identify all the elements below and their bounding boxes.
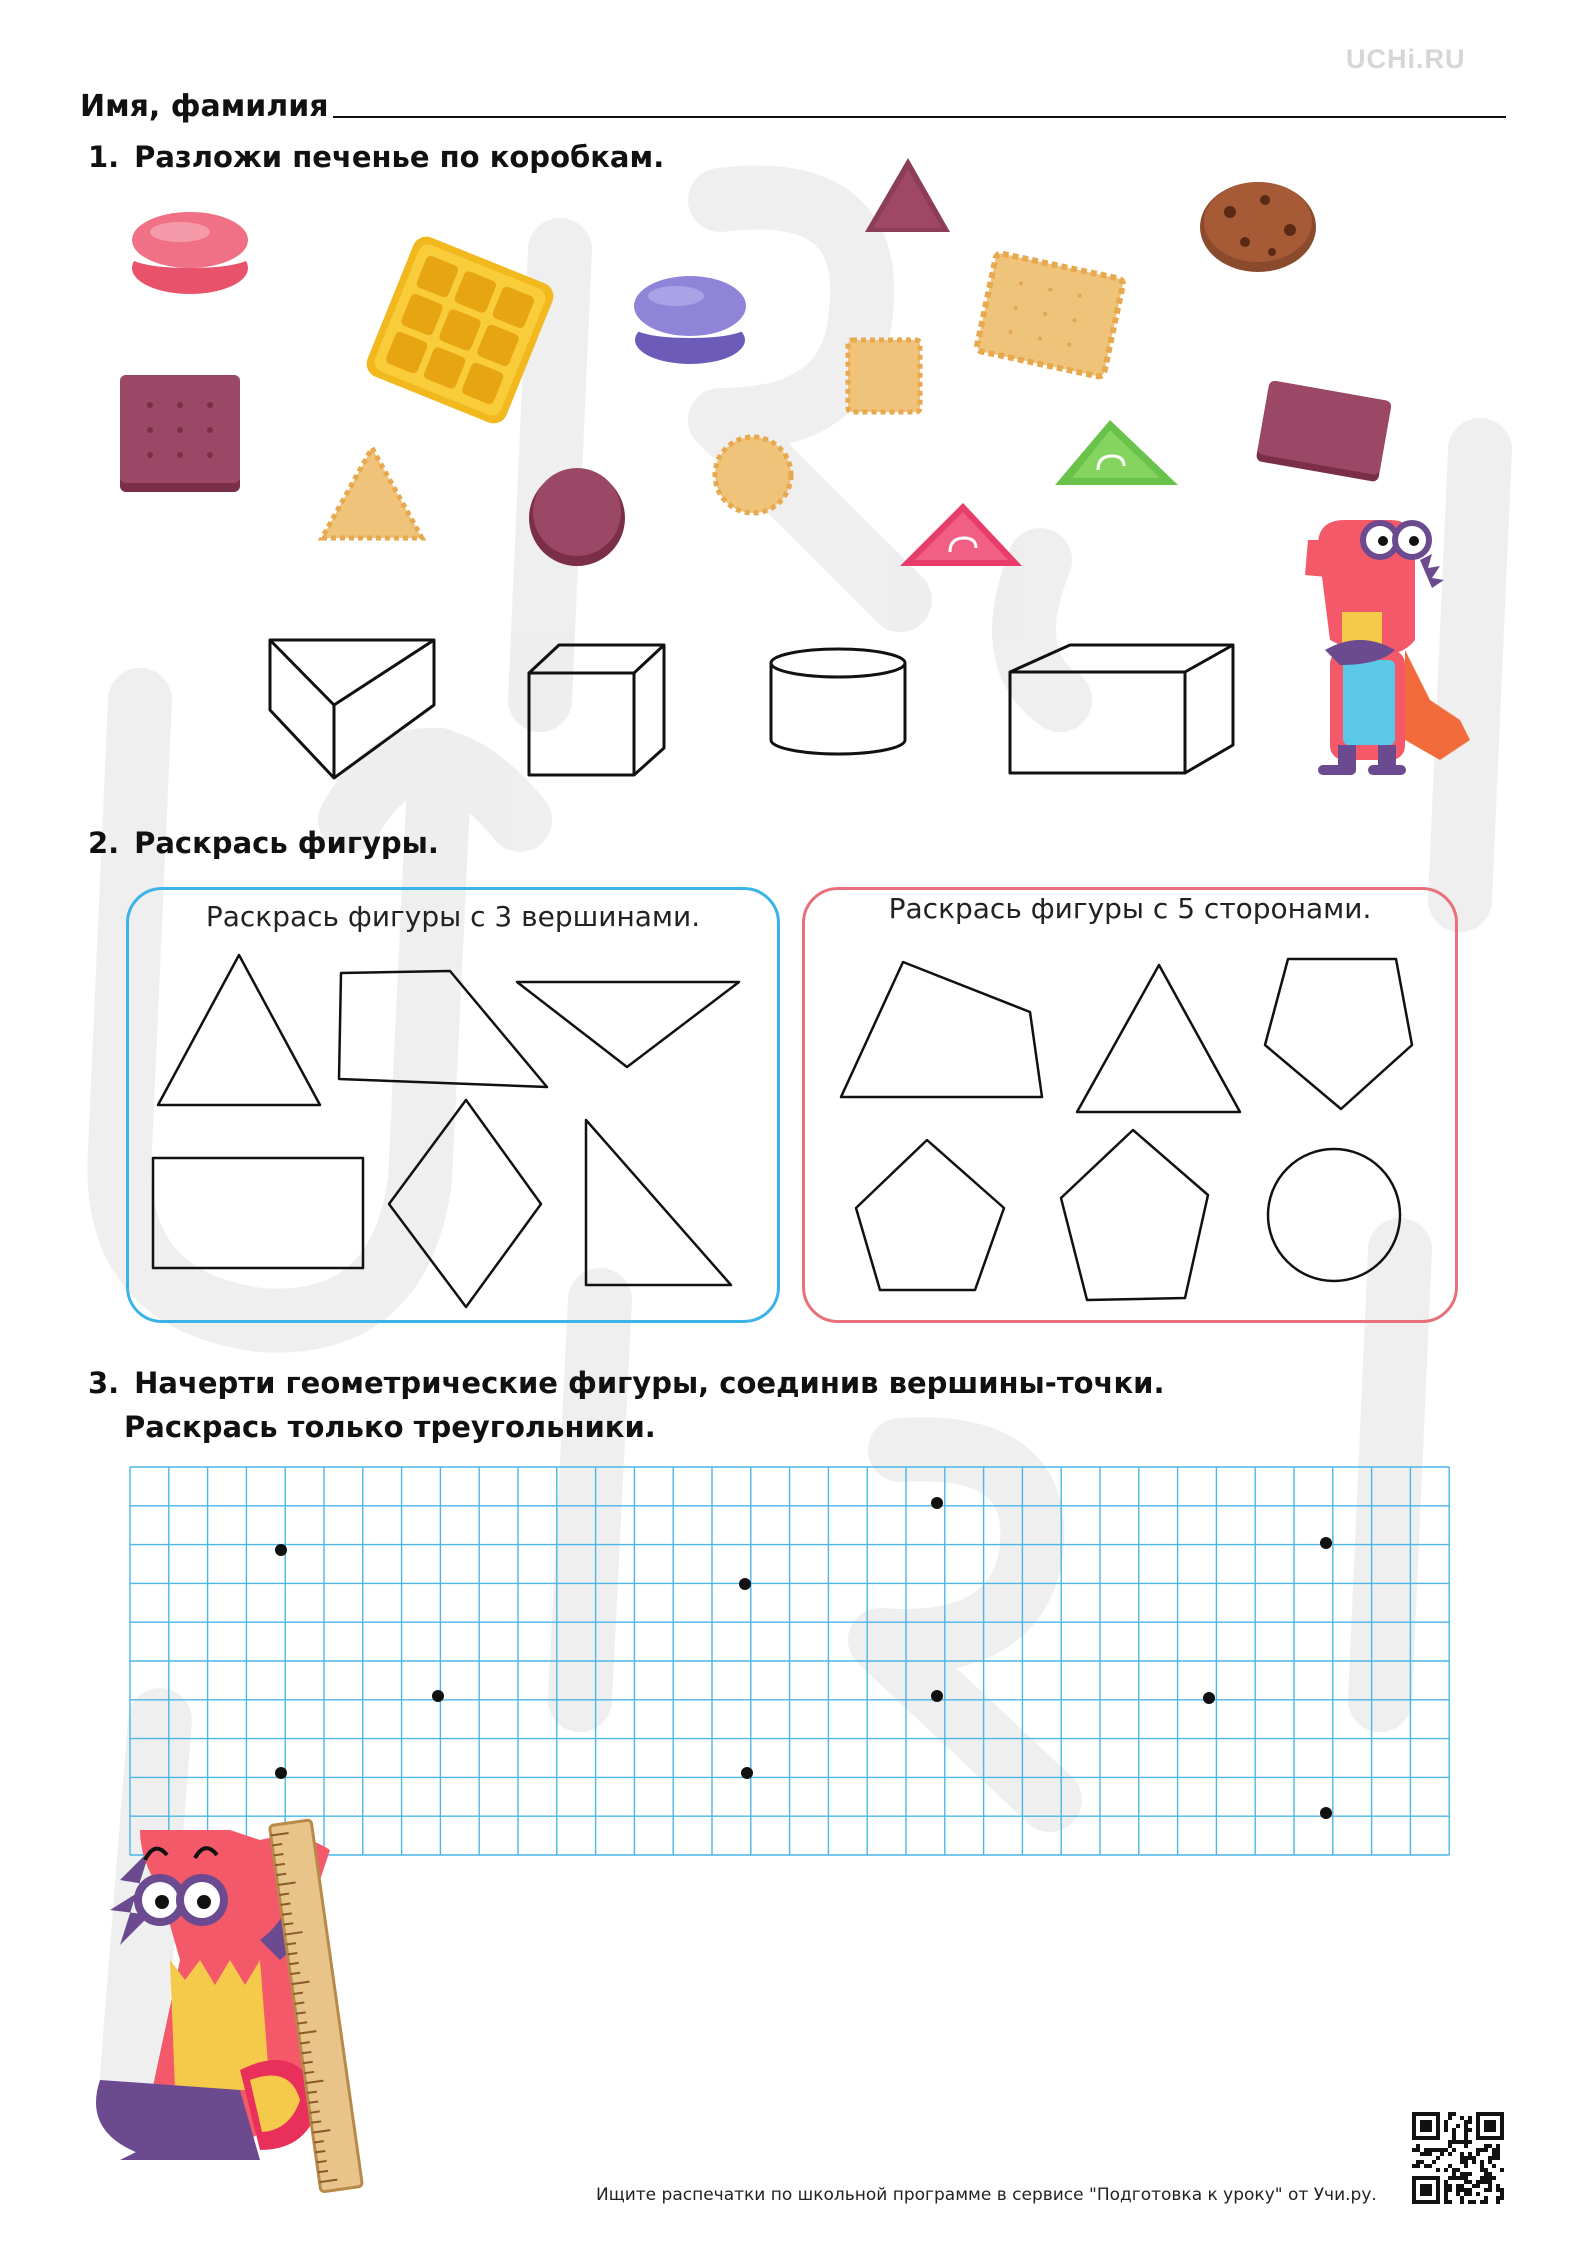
qr-cell: [1496, 2196, 1500, 2200]
qr-cell: [1484, 2196, 1488, 2200]
task-2-text: Раскрась фигуры.: [134, 826, 439, 860]
qr-cell: [1416, 2144, 1420, 2148]
qr-cell: [1476, 2180, 1480, 2184]
qr-cell: [1460, 2152, 1464, 2156]
grid-point: [1320, 1807, 1332, 1819]
qr-cell: [1464, 2136, 1468, 2140]
task-3-text: Начерти геометрические фигуры, соединив вершины-точки.: [134, 1366, 1165, 1400]
qr-cell: [1472, 2156, 1476, 2160]
grid-point: [1203, 1692, 1215, 1704]
qr-cell: [1500, 2192, 1504, 2196]
qr-cell: [1468, 2120, 1472, 2124]
qr-cell: [1448, 2200, 1452, 2204]
qr-cell: [1484, 2148, 1488, 2152]
qr-cell: [1436, 2156, 1440, 2160]
qr-cell: [1468, 2140, 1472, 2144]
qr-finder: [1420, 2120, 1432, 2132]
qr-cell: [1460, 2176, 1464, 2180]
qr-cell: [1484, 2200, 1488, 2204]
qr-cell: [1448, 2184, 1452, 2188]
qr-cell: [1476, 2148, 1480, 2152]
qr-cell: [1468, 2188, 1472, 2192]
ruler-tick: [293, 1993, 303, 1994]
qr-cell: [1484, 2176, 1488, 2180]
task-3-number: 3.: [88, 1366, 120, 1400]
qr-cell: [1452, 2112, 1456, 2116]
qr-cell: [1484, 2144, 1488, 2148]
qr-cell: [1500, 2168, 1504, 2172]
ruler-tick: [289, 1963, 299, 1964]
qr-cell: [1484, 2188, 1488, 2192]
five-sides-box-title: Раскрась фигуры с 5 сторонами.: [888, 892, 1372, 925]
qr-cell: [1472, 2160, 1476, 2164]
qr-cell: [1448, 2176, 1452, 2180]
qr-cell: [1480, 2160, 1484, 2164]
qr-cell: [1468, 2200, 1472, 2204]
qr-cell: [1420, 2160, 1424, 2164]
qr-cell: [1460, 2140, 1464, 2144]
qr-cell: [1460, 2172, 1464, 2176]
qr-cell: [1496, 2188, 1500, 2192]
grid-point: [739, 1578, 751, 1590]
ruler-tick: [300, 2042, 310, 2043]
ruler-tick: [310, 2111, 320, 2112]
qr-cell: [1488, 2160, 1492, 2164]
qr-cell: [1492, 2156, 1496, 2160]
qr-cell: [1468, 2152, 1472, 2156]
qr-cell: [1460, 2116, 1464, 2120]
ruler-tick: [288, 1953, 298, 1954]
qr-cell: [1444, 2180, 1448, 2184]
ruler-tick: [307, 2092, 317, 2093]
qr-cell: [1452, 2140, 1456, 2144]
qr-cell: [1456, 2192, 1460, 2196]
ruler-tick: [275, 1864, 285, 1865]
qr-cell: [1464, 2120, 1468, 2124]
qr-cell: [1488, 2188, 1492, 2192]
three-vertices-box-title: Раскрась фигуры с 3 вершинами.: [205, 900, 701, 933]
qr-cell: [1472, 2184, 1476, 2188]
qr-cell: [1500, 2188, 1504, 2192]
qr-cell: [1444, 2192, 1448, 2196]
qr-cell: [1444, 2124, 1448, 2128]
ruler-tick: [317, 2161, 327, 2162]
grid-point: [1320, 1537, 1332, 1549]
qr-cell: [1448, 2188, 1452, 2192]
ruler-tick: [296, 2012, 306, 2013]
qr-cell: [1412, 2164, 1416, 2168]
qr-cell: [1448, 2116, 1452, 2120]
qr-cell: [1464, 2180, 1468, 2184]
qr-cell: [1416, 2160, 1420, 2164]
qr-cell: [1452, 2128, 1456, 2132]
qr-cell: [1424, 2148, 1428, 2152]
ruler-tick: [279, 1894, 289, 1895]
qr-cell: [1452, 2176, 1456, 2180]
qr-cell: [1448, 2140, 1452, 2144]
qr-cell: [1492, 2148, 1496, 2152]
qr-cell: [1452, 2172, 1456, 2176]
qr-cell: [1480, 2180, 1484, 2184]
qr-cell: [1452, 2132, 1456, 2136]
qr-cell: [1432, 2160, 1436, 2164]
qr-cell: [1416, 2164, 1420, 2168]
qr-cell: [1428, 2164, 1432, 2168]
qr-cell: [1464, 2176, 1468, 2180]
grid-point: [275, 1544, 287, 1556]
qr-cell: [1444, 2200, 1448, 2204]
qr-cell: [1448, 2144, 1452, 2148]
ruler-tick: [303, 2062, 313, 2063]
qr-cell: [1464, 2188, 1468, 2192]
ruler-tick: [318, 2171, 328, 2172]
qr-cell: [1500, 2196, 1504, 2200]
qr-cell: [1464, 2124, 1468, 2128]
qr-cell: [1480, 2200, 1484, 2204]
qr-cell: [1464, 2156, 1468, 2160]
qr-cell: [1424, 2152, 1428, 2156]
ruler-tick: [308, 2102, 318, 2103]
qr-cell: [1464, 2132, 1468, 2136]
qr-cell: [1452, 2168, 1456, 2172]
qr-cell: [1468, 2128, 1472, 2132]
task-3-subheading: Раскрась только треугольники.: [124, 1410, 656, 1444]
qr-cell: [1488, 2156, 1492, 2160]
ruler-tick: [304, 2072, 314, 2073]
qr-cell: [1444, 2120, 1448, 2124]
qr-cell: [1484, 2172, 1488, 2176]
qr-cell: [1452, 2136, 1456, 2140]
qr-cell: [1464, 2172, 1468, 2176]
ruler-tick: [283, 1923, 293, 1924]
qr-cell: [1432, 2148, 1436, 2152]
qr-cell: [1444, 2148, 1448, 2152]
qr-cell: [1496, 2144, 1500, 2148]
ruler-tick: [286, 1943, 296, 1944]
qr-finder: [1420, 2184, 1432, 2196]
qr-cell: [1496, 2200, 1500, 2204]
qr-cell: [1464, 2140, 1468, 2144]
qr-cell: [1456, 2188, 1460, 2192]
qr-cell: [1464, 2144, 1468, 2148]
grid-lines: [130, 1467, 1449, 1855]
qr-cell: [1460, 2156, 1464, 2160]
ruler-tick: [311, 2121, 321, 2122]
qr-cell: [1480, 2164, 1484, 2168]
qr-cell: [1428, 2148, 1432, 2152]
footer-text: Ищите распечатки по школьной программе в сервисе "Подготовка к уроку" от Учи.ру.: [596, 2185, 1377, 2205]
grid-points: [275, 1497, 1332, 1819]
qr-cell: [1456, 2168, 1460, 2172]
qr-cell: [1476, 2152, 1480, 2156]
ruler-tick: [290, 1973, 300, 1974]
qr-cell: [1416, 2148, 1420, 2152]
qr-cell: [1460, 2184, 1464, 2188]
qr-cell: [1492, 2152, 1496, 2156]
qr-cell: [1456, 2176, 1460, 2180]
qr-cell: [1448, 2152, 1452, 2156]
ruler-tick: [297, 2022, 307, 2023]
grid-point: [931, 1497, 943, 1509]
grid-point: [275, 1767, 287, 1779]
qr-cell: [1444, 2128, 1448, 2132]
qr-cell: [1492, 2164, 1496, 2168]
qr-cell: [1464, 2128, 1468, 2132]
qr-cell: [1436, 2168, 1440, 2172]
ruler-tick: [274, 1854, 284, 1855]
qr-finder: [1484, 2120, 1496, 2132]
grid-point: [432, 1690, 444, 1702]
ruler-tick: [281, 1903, 291, 1904]
qr-cell: [1496, 2148, 1500, 2152]
brand-logo: UCHi.RU: [1346, 44, 1466, 74]
ruler-tick: [315, 2151, 325, 2152]
grid-point: [741, 1767, 753, 1779]
qr-cell: [1420, 2152, 1424, 2156]
qr-cell: [1456, 2184, 1460, 2188]
task-1-text: Разложи печенье по коробкам.: [134, 140, 665, 174]
qr-cell: [1460, 2188, 1464, 2192]
qr-cell: [1476, 2192, 1480, 2196]
qr-cell: [1464, 2164, 1468, 2168]
qr-cell: [1424, 2164, 1428, 2168]
task-1-number: 1.: [88, 140, 120, 174]
qr-cell: [1488, 2144, 1492, 2148]
qr-cell: [1464, 2192, 1468, 2196]
ruler-tick: [282, 1913, 292, 1914]
qr-cell: [1464, 2160, 1468, 2164]
qr-cell: [1460, 2160, 1464, 2164]
qr-code-icon: [1410, 2110, 1506, 2206]
qr-cell: [1472, 2200, 1476, 2204]
qr-cell: [1488, 2176, 1492, 2180]
qr-cell: [1484, 2168, 1488, 2172]
task-2-number: 2.: [88, 826, 120, 860]
qr-cell: [1468, 2116, 1472, 2120]
qr-cell: [1444, 2168, 1448, 2172]
qr-cell: [1484, 2180, 1488, 2184]
qr-cell: [1480, 2168, 1484, 2172]
qr-cell: [1476, 2184, 1480, 2188]
qr-cell: [1452, 2148, 1456, 2152]
qr-cell: [1444, 2184, 1448, 2188]
name-label: Имя, фамилия: [80, 89, 329, 124]
qr-cell: [1468, 2172, 1472, 2176]
qr-cell: [1468, 2192, 1472, 2196]
ruler-tick: [272, 1844, 282, 1845]
qr-cell: [1436, 2148, 1440, 2152]
qr-cell: [1492, 2176, 1496, 2180]
qr-cell: [1468, 2156, 1472, 2160]
ruler-tick: [294, 2002, 304, 2003]
qr-cell: [1412, 2148, 1416, 2152]
qr-cell: [1428, 2152, 1432, 2156]
qr-cell: [1448, 2112, 1452, 2116]
qr-cell: [1480, 2176, 1484, 2180]
qr-cell: [1440, 2148, 1444, 2152]
ruler-tick: [301, 2052, 311, 2053]
grid-point: [931, 1690, 943, 1702]
qr-cell: [1496, 2156, 1500, 2160]
qr-cell: [1460, 2196, 1464, 2200]
qr-cell: [1496, 2184, 1500, 2188]
qr-cell: [1480, 2148, 1484, 2152]
ruler-tick: [314, 2141, 324, 2142]
qr-cell: [1456, 2124, 1460, 2128]
qr-cell: [1488, 2184, 1492, 2188]
qr-cell: [1496, 2152, 1500, 2156]
qr-cell: [1444, 2196, 1448, 2200]
qr-cell: [1456, 2140, 1460, 2144]
qr-cell: [1468, 2180, 1472, 2184]
qr-cell: [1448, 2164, 1452, 2168]
qr-cell: [1488, 2172, 1492, 2176]
qr-cell: [1440, 2152, 1444, 2156]
ruler-tick: [276, 1874, 286, 1875]
qr-cell: [1444, 2188, 1448, 2192]
qr-cell: [1488, 2180, 1492, 2184]
qr-cell: [1460, 2200, 1464, 2204]
